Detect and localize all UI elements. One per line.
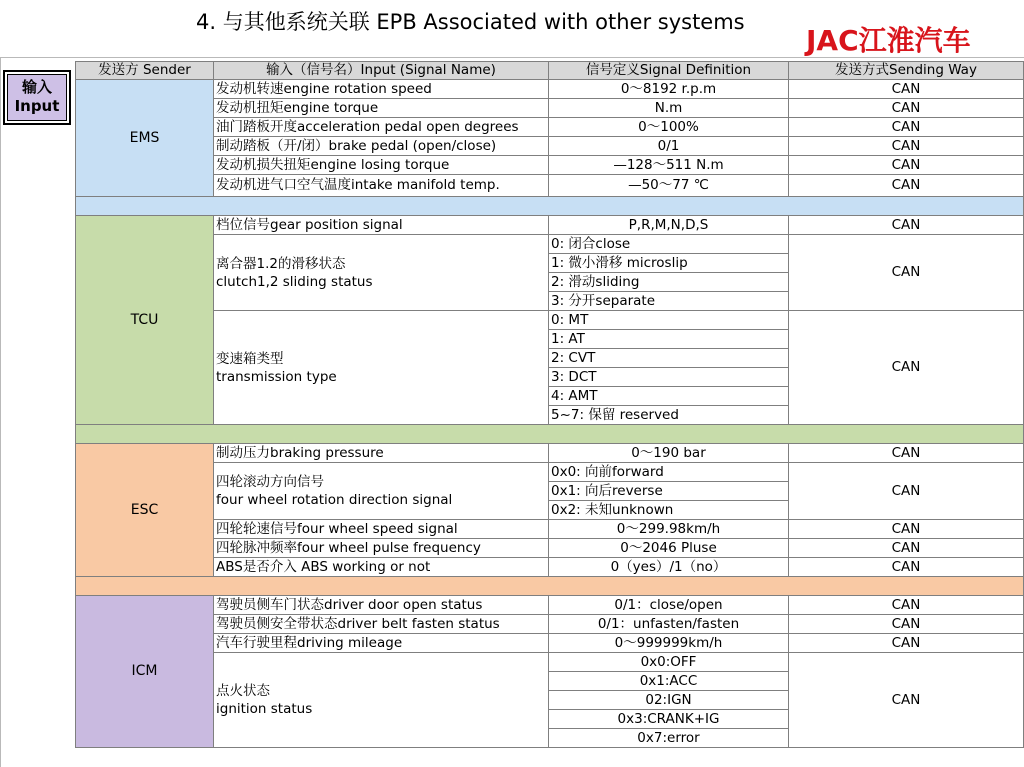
sending-way: CAN xyxy=(789,634,1024,653)
table-row xyxy=(76,80,1024,99)
title-divider xyxy=(0,57,1024,58)
signal-definition: 0～2046 Pluse xyxy=(549,539,789,558)
brand-logo: JAC江淮汽车 xyxy=(806,24,971,57)
table-row xyxy=(76,463,1024,482)
sending-way: CAN xyxy=(789,235,1024,311)
signal-name-en: four wheel rotation direction signal xyxy=(216,492,453,508)
signal-name-ignition xyxy=(214,653,549,748)
table-row xyxy=(76,175,1024,197)
signal-definition: 0x1:ACC xyxy=(549,672,789,691)
sending-way: CAN xyxy=(789,615,1024,634)
signal-definition: 0（yes）/1（no） xyxy=(549,558,789,577)
signal-definition: 0/1 xyxy=(549,137,789,156)
signal-name: 发动机扭矩engine torque xyxy=(214,99,549,118)
section-spacer xyxy=(76,197,1024,216)
sender-esc: ESC xyxy=(76,444,214,577)
signal-definition: 02:IGN xyxy=(549,691,789,710)
signal-definition: 0: 闭合close xyxy=(549,235,789,254)
signal-definition: 0～999999km/h xyxy=(549,634,789,653)
signal-definition: 0x2: 未知unknown xyxy=(549,501,789,520)
sending-way: CAN xyxy=(789,311,1024,425)
sending-way: CAN xyxy=(789,99,1024,118)
signal-definition: P,R,M,N,D,S xyxy=(549,216,789,235)
sending-way: CAN xyxy=(789,596,1024,615)
table-row xyxy=(76,520,1024,539)
signal-name-cn: 四轮滚动方向信号 xyxy=(216,474,324,490)
signal-name: 四轮轮速信号four wheel speed signal xyxy=(214,520,549,539)
signal-name: 发动机转速engine rotation speed xyxy=(214,80,549,99)
signal-definition: 0: MT xyxy=(549,311,789,330)
table-row xyxy=(76,444,1024,463)
signal-name: 发动机进气口空气温度intake manifold temp. xyxy=(214,175,549,197)
signal-name-cn: 点火状态 xyxy=(216,683,270,699)
sender-icm: ICM xyxy=(76,596,214,748)
signal-definition: 0x7:error xyxy=(549,729,789,748)
sending-way: CAN xyxy=(789,520,1024,539)
table-row xyxy=(76,216,1024,235)
table-header-row xyxy=(76,62,1024,80)
sender-ems: EMS xyxy=(76,80,214,197)
signal-definition: —128～511 N.m xyxy=(549,156,789,175)
signal-definition: 0x3:CRANK+IG xyxy=(549,710,789,729)
signal-name-direction xyxy=(214,463,549,520)
signal-name: 制动踏板（开/闭）brake pedal (open/close) xyxy=(214,137,549,156)
signal-definition: 0/1：unfasten/fasten xyxy=(549,615,789,634)
signal-name: 油门踏板开度acceleration pedal open degrees xyxy=(214,118,549,137)
input-label-cn: 输入 xyxy=(21,78,52,96)
table-row xyxy=(76,539,1024,558)
input-label-en: Input xyxy=(14,97,60,115)
signal-definition: 1: AT xyxy=(549,330,789,349)
signal-definition: 4: AMT xyxy=(549,387,789,406)
section-spacer xyxy=(76,577,1024,596)
sending-way: CAN xyxy=(789,444,1024,463)
signal-definition: 2: CVT xyxy=(549,349,789,368)
sending-way: CAN xyxy=(789,463,1024,520)
signal-definition: 0x1: 向后reverse xyxy=(549,482,789,501)
signal-name: 制动压力braking pressure xyxy=(214,444,549,463)
signal-definition: 3: DCT xyxy=(549,368,789,387)
signal-definition: —50～77 ℃ xyxy=(549,175,789,197)
signal-table xyxy=(75,61,1024,748)
sending-way: CAN xyxy=(789,653,1024,748)
signal-name-transmission xyxy=(214,311,549,425)
table-row xyxy=(76,634,1024,653)
sender-tcu: TCU xyxy=(76,216,214,425)
signal-definition: 0～100% xyxy=(549,118,789,137)
signal-definition: 5~7: 保留 reserved xyxy=(549,406,789,425)
sending-way: CAN xyxy=(789,558,1024,577)
header-sender: 发送方 Sender xyxy=(76,62,214,80)
table-row xyxy=(76,311,1024,330)
signal-name: 档位信号gear position signal xyxy=(214,216,549,235)
header-sending-way: 发送方式Sending Way xyxy=(789,62,1024,80)
page-title: 4. 与其他系统关联 EPB Associated with other systems xyxy=(196,10,745,34)
signal-definition: 1: 微小滑移 microslip xyxy=(549,254,789,273)
signal-name: 发动机损失扭矩engine losing torque xyxy=(214,156,549,175)
signal-name: 汽车行驶里程driving mileage xyxy=(214,634,549,653)
sending-way: CAN xyxy=(789,80,1024,99)
signal-definition: 2: 滑动sliding xyxy=(549,273,789,292)
table-row xyxy=(76,596,1024,615)
sending-way: CAN xyxy=(789,156,1024,175)
signal-definition: 0～299.98km/h xyxy=(549,520,789,539)
left-divider xyxy=(0,57,1,767)
table-row xyxy=(76,653,1024,672)
signal-definition: 0～190 bar xyxy=(549,444,789,463)
input-label-box xyxy=(3,70,71,125)
signal-name: 驾驶员侧车门状态driver door open status xyxy=(214,596,549,615)
table-row xyxy=(76,615,1024,634)
signal-definition: 0x0: 向前forward xyxy=(549,463,789,482)
signal-name-cn: 离合器1.2的滑移状态 xyxy=(216,255,346,272)
sending-way: CAN xyxy=(789,175,1024,197)
table-row xyxy=(76,558,1024,577)
signal-name-en: clutch1,2 sliding status xyxy=(216,273,373,290)
sending-way: CAN xyxy=(789,216,1024,235)
table-row xyxy=(76,118,1024,137)
sending-way: CAN xyxy=(789,539,1024,558)
table-row xyxy=(76,99,1024,118)
sending-way: CAN xyxy=(789,137,1024,156)
signal-name-en: ignition status xyxy=(216,701,313,717)
header-signal-definition: 信号定义Signal Definition xyxy=(549,62,789,80)
signal-name-clutch xyxy=(214,235,549,311)
signal-definition: 3: 分开separate xyxy=(549,292,789,311)
signal-name: 驾驶员侧安全带状态driver belt fasten status xyxy=(214,615,549,634)
table-row xyxy=(76,137,1024,156)
signal-definition: 0～8192 r.p.m xyxy=(549,80,789,99)
table-row xyxy=(76,156,1024,175)
signal-name: ABS是否介入 ABS working or not xyxy=(214,558,549,577)
sending-way: CAN xyxy=(789,118,1024,137)
signal-definition: 0/1：close/open xyxy=(549,596,789,615)
signal-name-en: transmission type xyxy=(216,368,337,385)
header-signal-name: 输入（信号名）Input (Signal Name) xyxy=(214,62,549,80)
signal-name-cn: 变速箱类型 xyxy=(216,350,284,367)
signal-name: 四轮脉冲频率four wheel pulse frequency xyxy=(214,539,549,558)
signal-definition: N.m xyxy=(549,99,789,118)
signal-definition: 0x0:OFF xyxy=(549,653,789,672)
table-row xyxy=(76,235,1024,254)
section-spacer xyxy=(76,425,1024,444)
